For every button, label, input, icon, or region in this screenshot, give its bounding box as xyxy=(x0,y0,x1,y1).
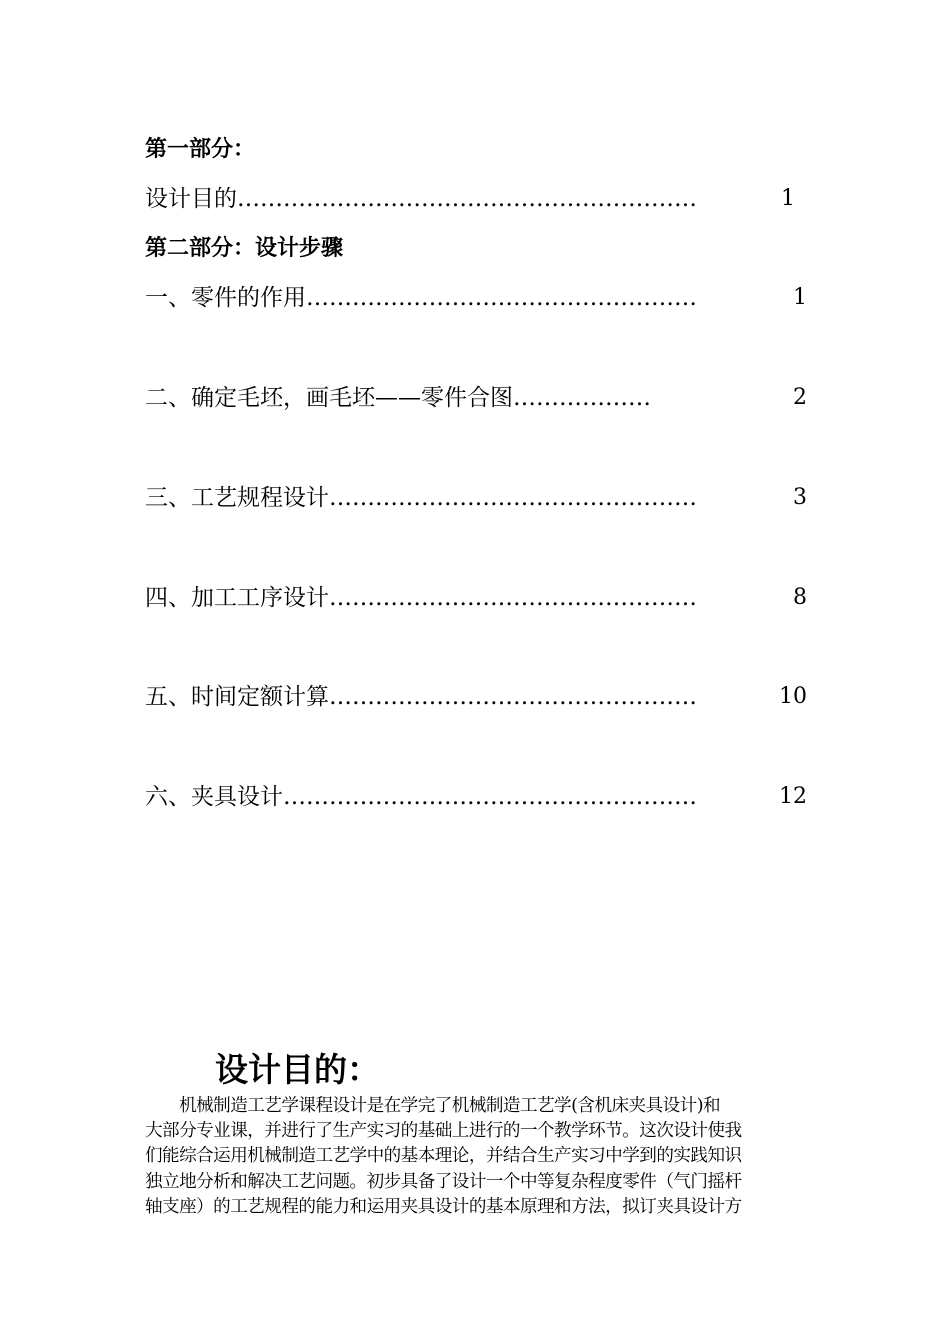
paragraph-line: 大部分专业课，并进行了生产实习的基础上进行的一个教学环节。这次设计使我 xyxy=(145,1121,742,1142)
toc-entry-purpose[interactable] xyxy=(145,182,697,216)
body-paragraph xyxy=(145,1094,813,1220)
toc-entry-fixture-design[interactable] xyxy=(145,780,697,814)
paragraph-line: 们能综合运用机械制造工艺学中的基本理论，并结合生产实习中学到的实践知识 xyxy=(145,1146,742,1167)
toc-part2-heading: 第二部分：设计步骤 xyxy=(145,236,344,261)
toc-entry-page: 2 xyxy=(793,385,807,410)
toc-part1-heading: 第一部分： xyxy=(145,137,256,162)
section-title: 设计目的： xyxy=(215,1050,380,1089)
toc-entry-text: 设计目的…………………………………………………… xyxy=(145,186,697,212)
toc-entry-page: 10 xyxy=(779,684,807,709)
toc-entry-page: 3 xyxy=(793,485,807,510)
toc-entry-page: 8 xyxy=(793,585,807,610)
toc-entry-page: 12 xyxy=(779,784,807,809)
toc-entry-blank[interactable] xyxy=(145,381,651,415)
toc-entry-text: 五、时间定额计算………………………………………… xyxy=(145,684,697,710)
toc-entry-operation-design[interactable] xyxy=(145,581,697,615)
paragraph-line: 机械制造工艺学课程设计是在学完了机械制造工艺学(含机床夹具设计)和 xyxy=(145,1096,721,1116)
toc-entry-time-quota[interactable] xyxy=(145,680,697,714)
toc-entry-page: 1 xyxy=(793,285,807,310)
toc-entry-text: 二、确定毛坯，画毛坯——零件合图……………… xyxy=(145,385,651,411)
toc-entry-text: 四、加工工序设计………………………………………… xyxy=(145,585,697,611)
toc-entry-page: 1 xyxy=(781,186,795,211)
toc-entry-part-function[interactable] xyxy=(145,281,697,315)
toc-entry-text: 三、工艺规程设计………………………………………… xyxy=(145,485,697,511)
paragraph-line: 轴支座）的工艺规程的能力和运用夹具设计的基本原理和方法，拟订夹具设计方 xyxy=(145,1196,742,1217)
toc-entry-text: 一、零件的作用…………………………………………… xyxy=(145,285,697,311)
paragraph-line: 独立地分析和解决工艺问题。初步具备了设计一个中等复杂程度零件（气门摇杆 xyxy=(145,1171,742,1192)
toc-entry-text: 六、夹具设计……………………………………………… xyxy=(145,784,697,810)
toc-entry-process-plan[interactable] xyxy=(145,481,697,515)
